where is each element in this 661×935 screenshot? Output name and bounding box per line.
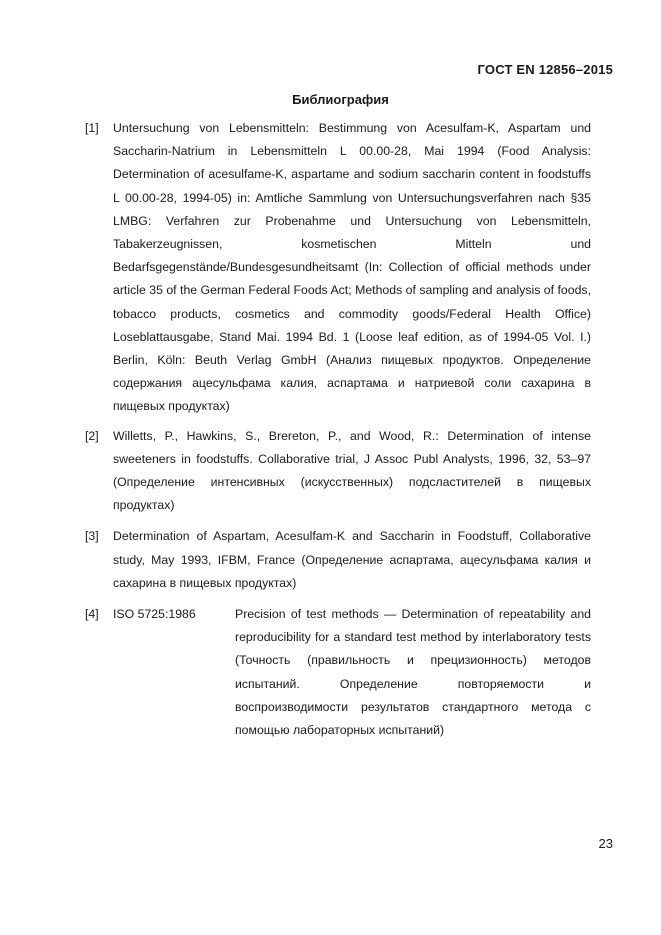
reference-number: [4]	[85, 607, 99, 622]
reference-item	[85, 525, 591, 595]
standard-code: ISO 5725:1986	[113, 607, 196, 622]
reference-text: Untersuchung von Lebensmitteln: Bestimmung von Acesulfam-K, Aspartam und Saccharin-Natrium in Lebensmitteln L 00.00-28, Mai 1994 (Food Analysis: Determination of acesulfame-K, aspartame and sodium saccharin content in foodstuffs L 00.00-28, 1994-05) in: Amtliche Sammlung von Untersuchungsverfahren nach §35 LMBG: Verfahren zur Probenahme und Untersuchung von Lebensmitteln, Tabakerzeugnissen, kosmetischen Mitteln und Bedarfsgegenstände/Bundesgesundheitsamt (In: Collection of official methods under article 35 of the German Federal Foods Act; Methods of sampling and analysis of foods, tobacco products, cosmetics and commodity goods/Federal Health Office) Loseblattausgabe, Stand Mai. 1994 Bd. 1 (Loose leaf edition, as of 1994-05 Vol. I.) Berlin, Köln: Beuth Verlag GmbH (Анализ пищевых продуктов. Определение содержания ацесульфама калия, аспартама и натриевой соли сахарина в пищевых продуктах)	[113, 121, 591, 414]
reference-text: Determination of Aspartam, Acesulfam-K and Saccharin in Foodstuff, Collaborative study, May 1993, IFBM, France (Определение аспартама, ацесульфама калия и сахарина в пищевых продуктах)	[113, 529, 591, 590]
reference-text: Willetts, P., Hawkins, S., Brereton, P., and Wood, R.: Determination of intense sweeteners in foodstuffs. Collaborative trial, J Assoc Publ Analysts, 1996, 32, 53–97 (Определение интенсивных (искусственных) подсластителей в пищевых продуктах)	[113, 428, 591, 513]
bibliography-title: Библиография	[292, 92, 389, 107]
standard-description: Precision of test methods — Determination of repeatability and reproducibility for a standard test method by interlaboratory tests (Точность (правильность и прецизионность) методов испытаний. Определение повторяемости и воспроизводимости результатов стандартного метода с помощью лабораторных испытаний)	[235, 607, 591, 738]
page-number: 23	[598, 836, 613, 851]
reference-item	[85, 603, 591, 742]
reference-item	[85, 117, 591, 419]
document-id: ГОСТ EN 12856–2015	[477, 62, 613, 77]
reference-number: [1]	[85, 121, 99, 135]
reference-number: [3]	[85, 529, 99, 544]
standard-reference-row	[113, 603, 591, 742]
reference-item	[85, 425, 591, 518]
reference-number: [2]	[85, 428, 99, 443]
reference-list	[85, 117, 591, 742]
